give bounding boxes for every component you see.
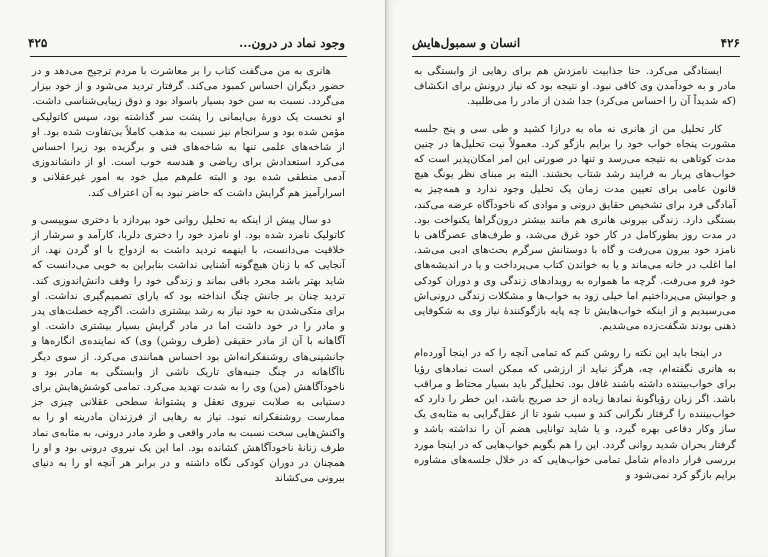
left-page-number: ۴۲۵ [28,36,48,50]
right-paragraph-3: در اینجا باید این نکته را روشن کنم که تمامی آنچه را که در اینجا آورده‌ام به هانری نگفته‌ام، چه، هرگز نباید از ارزشی که ممکن است نمادهای رؤیا برای خواب‌بیننده داشته باشند غافل بود. تحلیل‌گر باید بسیار محتاط و مراقب باشد. اگر زبان رؤیاگونهٔ نمادها زیاده از حد صریح باشد، این خطر را دارد که خواب‌بیننده را گرفتار نگرانی کند و سبب شود تا از عقل‌گرایی به مثابه‌ی یک ساز وکار دفاعی بهره گیرد، و یا شاید توانایی هضم آن را نداشته باشد و گرفتار بحران شدید روانی گردد. این را هم بگویم خواب‌هایی که در اینجا مورد بررسی قرار داده‌ام شامل تمامی خواب‌هایی که در خلال جلسه‌های مشاوره برایم بازگو کرد نمی‌شود و [414,348,736,482]
left-paragraph-2: دو سال پیش از اینکه به تحلیل روانی خود بپردازد با دختری سوییسی و کاتولیک نامزد شده بود. او نامزد خود را دختری دلربا، کارآمد و سرشار از خلاقیت می‌دانست، با اینهمه تردید داشت به ازدواج با او گردن نهد. از آنجایی که با زنان هیچ‌گونه آشنایی نداشت بنابراین به خوبی می‌دانست که شاید بهتر باشد مجرد باقی بماند و زندگی خود را وقف دانش‌اندوزی کند. تردید چنان بر جانش چنگ انداخته بود که یارای تصمیم‌گیری نداشت. او برای متکی‌شدن به خود نیاز به رشد بیشتری داشت. اگرچه خصلت‌های پدر و مادر را در خود داشت اما در مادر گرایش بسیار بیشتری داشت. او آگاهانه با آن از مادر حقیقی (طرف روشن) وی) که نماینده‌ی انگاره‌ها و جانشینی‌های روشنفکرانه‌اش بود احساس همانندی می‌کرد. از سوی دیگر ناآگاهانه در چنگ جنبه‌های تاریک ناشی از وابستگی به مادر بود و ناخودآگاهش (من) وی را به شدت تهدید می‌کرد. تمامی کوشش‌هایش برای دستیابی به صلابت نیروی تعقل و پشتوانهٔ سطحی عقلانی چیزی جز ممارست روشنفکرانه نبود. نیاز به رهایی از فرزندان مادرینه او را به واکنش‌هایی سخت نسبت به مادر واقعی و طرد مادر درونی، به مثابه‌ی نماد طرف زنانهٔ ناخودآگاهش کشانده بود. اما این یک نیروی درونی بود و او را همچنان در دوران کودکی نگاه داشته و در برابر هر آنچه او را به دنیای بیرونی می‌کشاند [32,214,345,485]
right-page [386,0,768,557]
left-page-header [28,36,345,50]
left-header-rule [30,56,347,57]
right-page-header [412,36,740,50]
left-running-title: وجود نماد در درون... [239,36,345,50]
left-page-body [32,64,345,486]
right-paragraph-1: ایستادگی می‌کرد. حتا جذابیت نامزدش هم برای رهایی از وابستگی به مادر و به خودآمدن وی کافی نبود. او نتیجه بود که نیاز درونش برای انکشاف (که شدیداً آن را احساس می‌کرد) جدا شدن از مادر را می‌طلبید. [414,66,736,108]
left-paragraph-1: هانری به من می‌گفت کتاب را بر معاشرت با مردم ترجیح می‌دهد و در حضور دیگران احساس کمبود می‌کند. گرفتار تردید می‌شود و از خود بیزار می‌گردد. نسبت به سن خود بسیار باسواد بود و ذوق زیبایی‌شناسی داشت. او نخست یک دورهٔ بی‌ایمانی را پشت سر گذاشته بود، سپس کاتولیکی مؤمن شده بود و سرانجام نیز نسبت به مذهب کاملاً بی‌تفاوت شده بود. او از شاخه‌های علمی تنها به شاخه‌های فنی و برگزیده بود زیرا احساس می‌کرد استعدادش برای ریاضی و هندسه خوب است. او از دانشاندوزی آدمی منطقی شده بود و البته علم‌هم میل خود به امور غیرعقلانی و اسرارآمیز هم گرایش داشت که حاضر نبود به آن اعتراف کند. [32,66,345,199]
right-header-rule [412,56,740,57]
right-page-body [414,64,736,483]
right-running-title: انسان و سمبول‌هایش [412,36,521,50]
right-page-number: ۴۲۶ [720,36,740,50]
right-paragraph-2: کار تحلیل من از هانری نه ماه به درازا کشید و طی سی و پنج جلسه مشورت پنجاه خواب خود را برایم بازگو کرد. معمولاً نیت‌ تحلیل‌ها در چنین مدت کوتاهی به نتیجه می‌رسد و تنها در صورتی این امر امکان‌پذیر است که خواب‌های پربار به فرایند رشد شتاب بخشند. البته بر مبنای نظر یونگ هیچ قانون عامی برای تعیین مدت زمان یک تحلیل وجود ندارد و همه‌چیز به آمادگی فرد برای تشخیص حقایق درونی و موادی که ناخودآگاه عرضه می‌کند، بستگی دارد. زندگی بیرونی هانری هم مانند بیشتر درون‌گراها یکنواخت بود. در مدت روز بطورکامل در کار خود غرق می‌شد، و طرف‌های عصرگاهی با نامزد خود بیرون می‌رفت و گاه با دوستانش سرگرم بحث‌های ادبی می‌شد. اما اغلب در خانه می‌ماند و یا به خواندن کتاب می‌پرداخت و یا در اندیشه‌های خود فرو می‌رفت. گرچه ما همواره به رویدادهای زندگی وی و دوران کودکی و جوانیش می‌پرداختیم اما خیلی زود به خواب‌ها و مشکلات زندگی درونی‌اش می‌رسیدیم و از اینکه خواب‌هایش تا چه پایه بازگوکنندهٔ نیاز وی به شکوفایی ذهنی بودند شگفت‌زده می‌شدیم. [414,123,736,333]
